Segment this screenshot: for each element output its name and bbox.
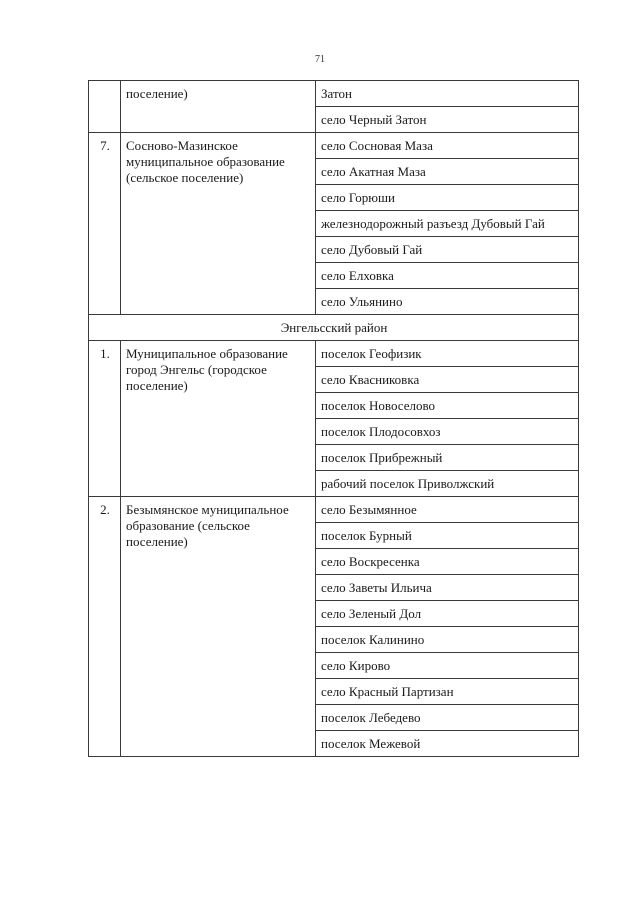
settlement-cell: село Заветы Ильича [316,575,579,601]
municipality-name: Сосново-Мазинское муниципальное образование (сельское поселение) [121,133,316,315]
settlement-cell: село Елховка [316,263,579,289]
settlements-table-body [89,81,579,757]
table-row [89,497,579,523]
settlement-cell: поселок Новоселово [316,393,579,419]
table-row [89,341,579,367]
table-row [89,133,579,159]
district-heading: Энгельсский район [89,315,579,341]
settlement-cell: село Кирово [316,653,579,679]
settlement-cell: поселок Прибрежный [316,445,579,471]
settlement-cell: поселок Бурный [316,523,579,549]
settlement-cell: село Воскресенка [316,549,579,575]
district-row [89,315,579,341]
settlement-cell: село Акатная Маза [316,159,579,185]
page-number: 71 [315,54,325,65]
table-row [89,81,579,107]
row-number: 7. [89,133,121,315]
settlement-cell: поселок Межевой [316,731,579,757]
settlement-cell: село Красный Партизан [316,679,579,705]
row-number-cell [89,81,121,133]
municipality-name: Муниципальное образование город Энгельс (городское поселение) [121,341,316,497]
settlement-cell: село Горюши [316,185,579,211]
row-number: 2. [89,497,121,757]
settlement-cell: Затон [316,81,579,107]
settlement-cell: село Дубовый Гай [316,237,579,263]
settlement-cell: железнодорожный разъезд Дубовый Гай [316,211,579,237]
municipality-name: Безымянское муниципальное образование (сельское поселение) [121,497,316,757]
settlement-cell: село Безымянное [316,497,579,523]
settlement-cell: поселок Плодосовхоз [316,419,579,445]
settlement-cell: рабочий поселок Приволжский [316,471,579,497]
settlement-cell: село Сосновая Маза [316,133,579,159]
settlement-cell: село Зеленый Дол [316,601,579,627]
settlement-cell: село Квасниковка [316,367,579,393]
settlement-cell: село Ульянино [316,289,579,315]
municipality-name: поселение) [121,81,316,133]
row-number: 1. [89,341,121,497]
settlement-cell: поселок Лебедево [316,705,579,731]
settlement-cell: село Черный Затон [316,107,579,133]
settlement-cell: поселок Калинино [316,627,579,653]
settlement-cell: поселок Геофизик [316,341,579,367]
settlements-table [88,80,579,757]
